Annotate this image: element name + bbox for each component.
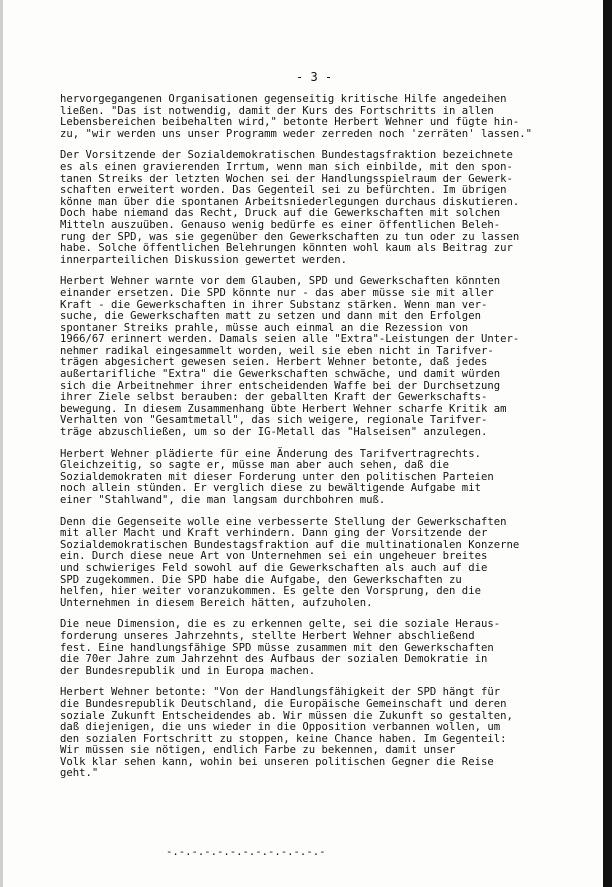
text-line: die Bundesrepublik Deutschland, die Europäische Gemeinschaft und deren bbox=[60, 697, 507, 710]
text-line: Gleichzeitig, so sagte er, müsse man aber auch sehen, daß die bbox=[60, 459, 450, 472]
paragraph bbox=[60, 276, 584, 438]
footer-separator: -.-.-.-.-.-.-.-.-.-.-.-.- bbox=[166, 846, 326, 858]
text-line: und schwieriges Feld sowohl auf die Gewerkschaften als auch auf die bbox=[60, 561, 488, 574]
text-line: der Bundesrepublik und in Europa machen. bbox=[60, 664, 316, 677]
page-number: - 3 - bbox=[296, 70, 333, 84]
text-line: Verhalten von "Gesamtmetall", das sich weigere, regionale Tarifver- bbox=[60, 414, 488, 427]
text-line: Herbert Wehner plädierte für eine Änderung des Tarifvertragrechts. bbox=[60, 447, 481, 460]
text-line: 1966/67 erinnert werden. Damals seien alle "Extra"-Leistungen der Unter- bbox=[60, 333, 520, 346]
text-line: suche, die Gewerkschaften matt zu setzen und dann mit den Erfolgen bbox=[60, 310, 481, 323]
scan-right-edge bbox=[603, 0, 612, 887]
text-line: könne man über die spontanen Arbeitsniederlegungen durchaus diskutieren. bbox=[60, 195, 520, 208]
text-line: Herbert Wehner betonte: "Von der Handlungsfähigkeit der SPD hängt für bbox=[60, 686, 501, 699]
text-line: Sozialdemokraten mit dieser Forderung unter den politischen Parteien bbox=[60, 470, 494, 483]
text-line: Die neue Dimension, die es zu erkennen gelte, sei die soziale Heraus- bbox=[60, 618, 501, 631]
text-line: bewegung. In diesem Zusammenhang übte Herbert Wehner scharfe Kritik am bbox=[60, 402, 507, 415]
text-line: schaften erweitert worden. Das Gegenteil sei zu befürchten. Im übrigen bbox=[60, 184, 507, 197]
text-line: soziale Zukunft Entscheidendes ab. Wir müssen die Zukunft so gestalten, bbox=[60, 709, 513, 722]
paragraph bbox=[60, 449, 584, 507]
text-line: tanen Streiks der letzten Wochen sei der Handlungsspielraum der Gewerk- bbox=[60, 172, 513, 185]
text-line: einer "Stahlwand", die man langsam durchbohren muß. bbox=[60, 494, 386, 506]
text-line: Doch habe niemand das Recht, Druck auf die Gewerkschaften mit solchen bbox=[60, 207, 501, 220]
paragraph bbox=[60, 517, 584, 610]
text-line: Herbert Wehner warnte vor dem Glauben, SPD und Gewerkschaften könnten bbox=[60, 275, 501, 288]
paragraph bbox=[60, 150, 584, 266]
paragraph bbox=[60, 94, 584, 140]
text-line: außertarifliche "Extra" die Gewerkschaften schwäche, und damit würden bbox=[60, 368, 501, 381]
text-line: forderung unseres Jahrzehnts, stellte Herbert Wehner abschließend bbox=[60, 629, 475, 642]
text-line: daß diejenigen, die uns wieder in die Opposition verbannen wollen, um bbox=[60, 721, 501, 734]
text-line: spontaner Streiks prahle, müsse auch einmal an die Rezession von bbox=[60, 321, 469, 334]
text-line: fest. Eine handlungsfähige SPD müsse zusammen mit den Gewerkschaften bbox=[60, 641, 494, 654]
text-line: rung der SPD, was sie gegenüber den Gewerkschaften zu tun oder zu lassen bbox=[60, 230, 520, 243]
text-line: trägen abgesichert gewesen seien. Herbert Wehner betonte, daß jedes bbox=[60, 356, 488, 369]
text-line: träge abzuschließen, um so der IG-Metall das "Halseisen" anzulegen. bbox=[60, 426, 488, 439]
text-line: einander ersetzen. Die SPD könnte nur - das aber müsse sie mit aller bbox=[60, 286, 494, 299]
text-line: zu, "wir werden uns unser Programm weder zerreden noch 'zerräten' lassen." bbox=[60, 127, 532, 140]
document-body bbox=[60, 94, 584, 790]
text-line: ihrer Ziele selbst berauben: der geballten Kraft der Gewerkschafts- bbox=[60, 391, 488, 404]
text-line: noch allein stünden. Er verglich diese zu bewältigende Aufgabe mit bbox=[60, 482, 481, 495]
text-line: Volk klar sehen kann, wohin bei unseren politischen Gegner die Reise bbox=[60, 755, 494, 768]
text-line: Kraft - die Gewerkschaften in ihrer Substanz stärken. Wenn man ver- bbox=[60, 298, 488, 311]
text-line: ließen. "Das ist notwendig, damit der Kurs des Fortschritts in allen bbox=[60, 104, 494, 117]
text-line: Mitteln auszuüben. Genauso wenig bedürfe es einer öffentlichen Beleh- bbox=[60, 218, 501, 231]
text-line: habe. Solche öffentlichen Belehrungen könnten wohl kaum als Beitrag zur bbox=[60, 242, 513, 255]
text-line: Denn die Gegenseite wolle eine verbesserte Stellung der Gewerkschaften bbox=[60, 515, 507, 528]
text-line: ein. Durch diese neue Art von Unternehmen sei ein ungeheuer breites bbox=[60, 550, 488, 563]
text-line: innerparteilichen Diskussion gewertet werden. bbox=[60, 253, 348, 266]
paragraph bbox=[60, 687, 584, 780]
text-line: Unternehmen in diesem Bereich hätten, aufzuholen. bbox=[60, 596, 373, 609]
text-line: Der Vorsitzende der Sozialdemokratischen Bundestagsfraktion bezeichnete bbox=[60, 149, 513, 162]
text-line: die 70er Jahre zum Jahrzehnt des Aufbaus der sozialen Demokratie in bbox=[60, 653, 488, 666]
text-line: SPD zugekommen. Die SPD habe die Aufgabe, den Gewerkschaften zu bbox=[60, 573, 462, 586]
paragraph bbox=[60, 619, 584, 677]
text-line: hervorgegangenen Organisationen gegenseitig kritische Hilfe angedeihen bbox=[60, 93, 507, 105]
text-line: Lebensbereichen beibehalten wird," betonte Herbert Wehner und fügte hin- bbox=[60, 116, 520, 129]
text-line: Sozialdemokratischen Bundestagsfraktion auf die multinationalen Konzerne bbox=[60, 538, 520, 551]
scan-left-edge bbox=[0, 0, 3, 887]
text-line: sich die Arbeitnehmer ihrer entscheidenden Waffe bei der Durchsetzung bbox=[60, 379, 501, 392]
text-line: den sozialen Fortschritt zu stoppen, keine Chance haben. Im Gegenteil: bbox=[60, 732, 507, 745]
text-line: mit aller Macht und Kraft verhindern. Dann ging der Vorsitzende der bbox=[60, 527, 488, 540]
text-line: helfen, hier weiter voranzukommen. Es gelte den Vorsprung, den die bbox=[60, 585, 481, 598]
text-line: geht." bbox=[60, 767, 99, 780]
text-line: es als einen gravierenden Irrtum, wenn man sich einbilde, mit den spon- bbox=[60, 160, 513, 173]
text-line: nehmer radikal eingesammelt worden, weil sie eben nicht in Tarifver- bbox=[60, 344, 494, 357]
text-line: Wir müssen sie nötigen, endlich Farbe zu bekennen, damit unser bbox=[60, 744, 456, 757]
